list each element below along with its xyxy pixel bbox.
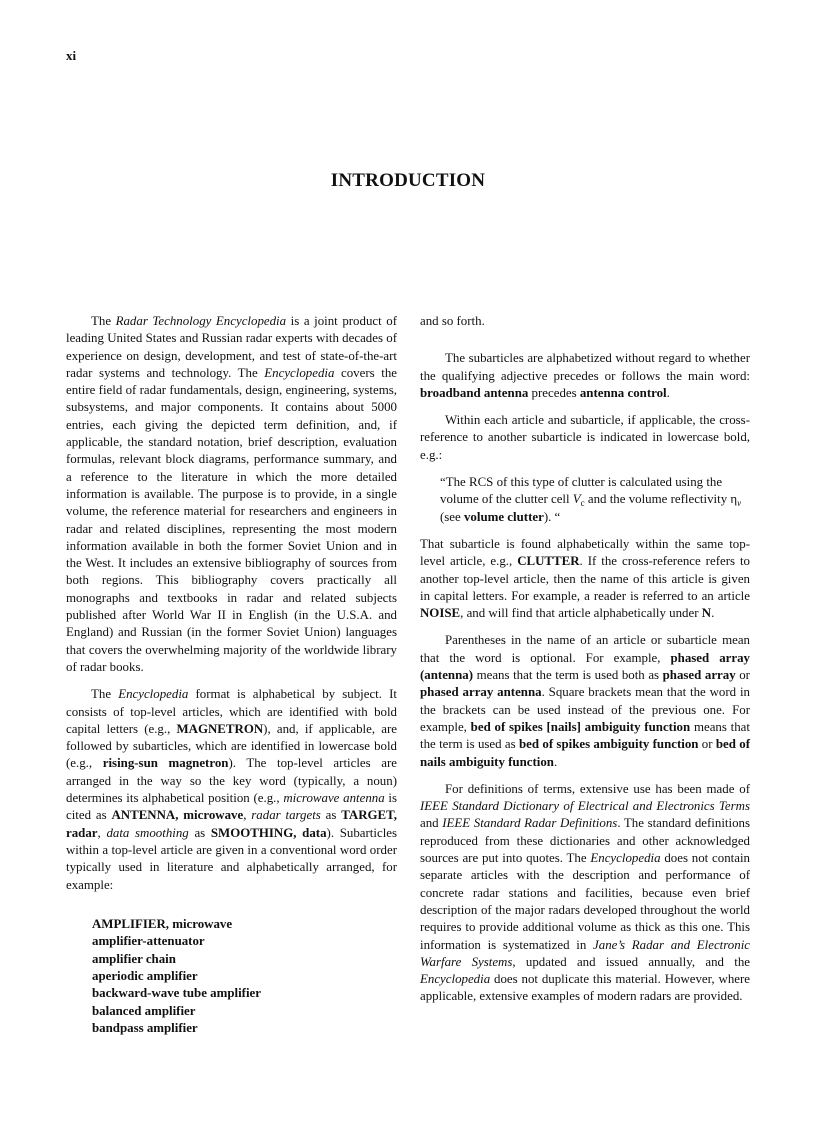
page-title: INTRODUCTION [330,170,486,191]
list-item: AMPLIFIER, microwave [92,916,233,931]
intro-paragraph-7: For definitions of terms, extensive use has been made of IEEE Standard Dictionary of Electrical and Electronics Terms and IEEE Standard Radar Definitions. The standard definitions reproduced from these dictionaries and other acknowledged sources are put into quotes. The Encyclopedia does not contain separate articles with the description and performance of concrete radar stations and facilities, because even brief description of the major radars developed throughout the world requires to provide additional volume as thick as this one. This information is systematized in Jane’s Radar and Electronic Warfare Systems, updated and issued annually, and the Encyclopedia does not duplicate this material. However, where applicable, extensive examples of modern radars are provided. [420,781,750,1004]
continuation-text: and so forth. [420,314,485,328]
page-number: xi [66,48,77,63]
left-column [66,313,397,1038]
list-item: backward-wave tube amplifier [92,986,261,1001]
list-item: amplifier chain [92,951,176,966]
list-item: bandpass amplifier [92,1021,198,1036]
right-column [420,313,750,1006]
example-quote: “The RCS of this type of clutter is calculated using the volume of the clutter cell $V_c$ and the volume reflectivity $\eta_v$ (see volume clutter). “ [440,475,742,524]
example-term-list [92,916,397,1038]
intro-paragraph-5: That subarticle is found alphabetically within the same top-level article, e.g., CLUTTER. If the cross-reference refers to another top-level article, then the name of this article is given in capital letters. For example, a reader is referred to an article NOISE, and will find that article alphabetically under N. [420,536,751,621]
intro-paragraph-6: Parentheses in the name of an article or subarticle mean that the word is optional. For example, phased array (antenna) means that the term is used both as phased array or phased array antenna. Square brackets mean that the word in the brackets can be used instead of the previous one. For example, bed of spikes [nails] ambiguity function means that the term is used as bed of spikes ambiguity function or bed of nails ambiguity function. [420,633,751,769]
list-item: amplifier-attenuator [92,934,205,949]
list-item: balanced amplifier [92,1003,196,1018]
intro-paragraph-4: Within each article and subarticle, if applicable, the cross-reference to another subarticle is indicated in lowercase bold, e.g.: [420,413,750,462]
intro-paragraph-1: The Radar Technology Encyclopedia is a joint product of leading United States and Russian radar experts with decades of experience on design, development, and test of state-of-the-art radar systems and technology. The Encyclopedia covers the entire field of radar fundamentals, design, engineering, systems, subsystems, and major components. It contains about 5000 entries, each giving the depicted term definition, and, if applicable, the standard notation, brief description, evaluation formulas, relevant block diagrams, performance summary, and a reference to the literature in which the more detailed information is available. The purpose is to provide, in a single volume, the reference material for researchers and engineers in radar and related disciplines, representing the most modern information available in both the former Soviet Union and in the West. It includes an extensive bibliography of sources from both regions. This bibliography covers practically all monographs and textbooks in radar and related subjects published after World War II in English (in the U.S.A. and England) and Russian (in the former Soviet Union) languages that covers the overwhelming majority of the worldwide library of radar books. [66,314,398,674]
list-item: aperiodic amplifier [92,969,198,984]
intro-paragraph-3: The subarticles are alphabetized without regard to whether the qualifying adjective precedes or follows the main word: broadband antenna precedes antenna control. [420,351,750,400]
intro-paragraph-2: The Encyclopedia format is alphabetical by subject. It consists of top-level articles, which are identified with bold capital letters (e.g., MAGNETRON), and, if applicable, are followed by subarticles, which are identified in lowercase bold (e.g., rising-sun magnetron). The top-level articles are arranged in the way so the key word (typically, a noun) determines its alphabetical position (e.g., microwave antenna is cited as ANTENNA, microwave, radar targets as TARGET, radar, data smoothing as SMOOTHING, data). Subarticles within a top-level article are given in a conventional word order typically used in literature and alphabetically arranged, for example: [66,687,398,892]
